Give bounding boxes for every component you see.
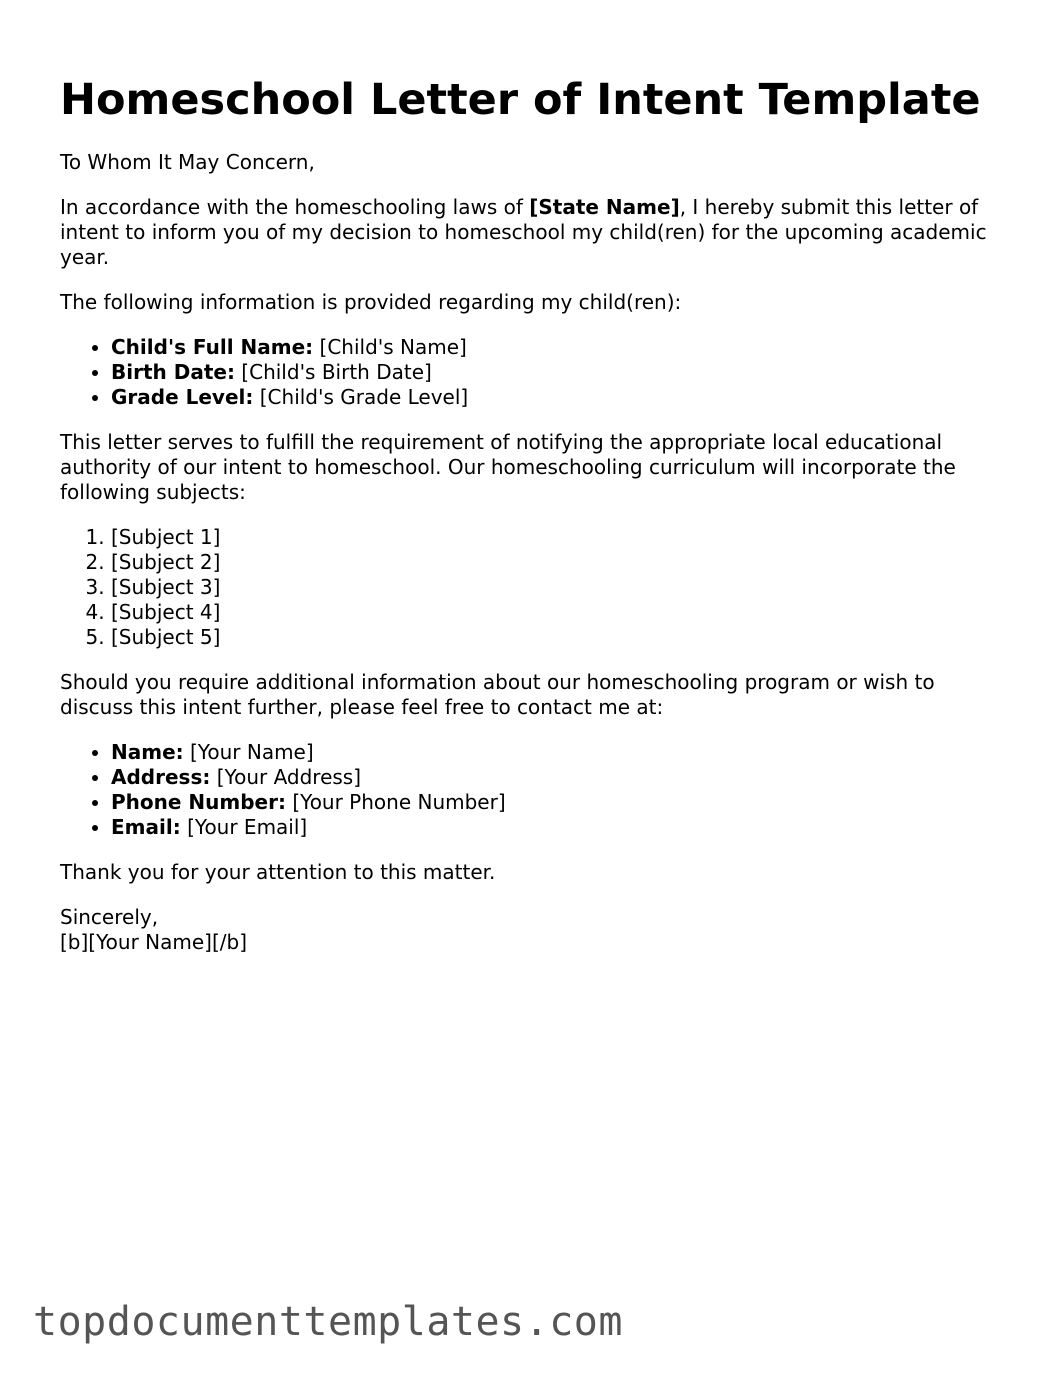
list-item: 1. [Subject 1] — [111, 525, 1010, 550]
child-name-value: [Child's Name] — [313, 335, 467, 359]
list-item — [111, 385, 1010, 410]
signoff: Sincerely, — [60, 905, 159, 929]
contact-name-label: Name: — [111, 740, 184, 764]
page-title: Homeschool Letter of Intent Template — [60, 75, 981, 125]
list-item: 2. [Subject 2] — [111, 550, 1010, 575]
grade-level-label: Grade Level: — [111, 385, 254, 409]
contact-phone-value: [Your Phone Number] — [285, 790, 506, 814]
contact-email-value: [Your Email] — [180, 815, 308, 839]
child-info-lead: The following information is provided regarding my child(ren): — [60, 290, 682, 314]
grade-level-value: [Child's Grade Level] — [253, 385, 469, 409]
birth-date-value: [Child's Birth Date] — [234, 360, 432, 384]
requirement-paragraph: This letter serves to fulfill the requirement of notifying the appropriate local educational authority of our intent to homeschool. Our homeschooling curriculum will incorporate the following subjects: — [60, 430, 956, 504]
signature: [b][Your Name][/b] — [60, 930, 248, 954]
list-item — [111, 740, 1010, 765]
list-item: 5. [Subject 5] — [111, 625, 1010, 650]
intro-paragraph — [60, 195, 1010, 270]
thanks-line: Thank you for your attention to this matter. — [60, 860, 496, 884]
contact-name-value: [Your Name] — [183, 740, 314, 764]
list-item — [111, 765, 1010, 790]
contact-address-value: [Your Address] — [210, 765, 362, 789]
subjects-list — [60, 525, 1010, 650]
birth-date-label: Birth Date: — [111, 360, 235, 384]
list-item — [111, 360, 1010, 385]
contact-address-label: Address: — [111, 765, 211, 789]
child-name-label: Child's Full Name: — [111, 335, 314, 359]
intro-text-before: In accordance with the homeschooling laws of — [60, 195, 530, 219]
letter-page — [60, 72, 1010, 955]
list-item — [111, 815, 1010, 840]
child-info-list — [60, 335, 1010, 410]
intro-text-after: , I hereby submit this letter of intent to inform you of my decision to homeschool my child(ren) for the upcoming academic year. — [60, 195, 987, 269]
list-item — [111, 335, 1010, 360]
contact-lead: Should you require additional information about our homeschooling program or wish to discuss this intent further, please feel free to contact me at: — [60, 670, 935, 719]
watermark: topdocumenttemplates.com — [33, 1299, 623, 1345]
contact-info-list — [60, 740, 1010, 840]
state-name-placeholder: [State Name] — [529, 195, 680, 219]
salutation: To Whom It May Concern, — [60, 150, 315, 174]
contact-phone-label: Phone Number: — [111, 790, 286, 814]
list-item — [111, 790, 1010, 815]
list-item: 3. [Subject 3] — [111, 575, 1010, 600]
list-item: 4. [Subject 4] — [111, 600, 1010, 625]
contact-email-label: Email: — [111, 815, 181, 839]
